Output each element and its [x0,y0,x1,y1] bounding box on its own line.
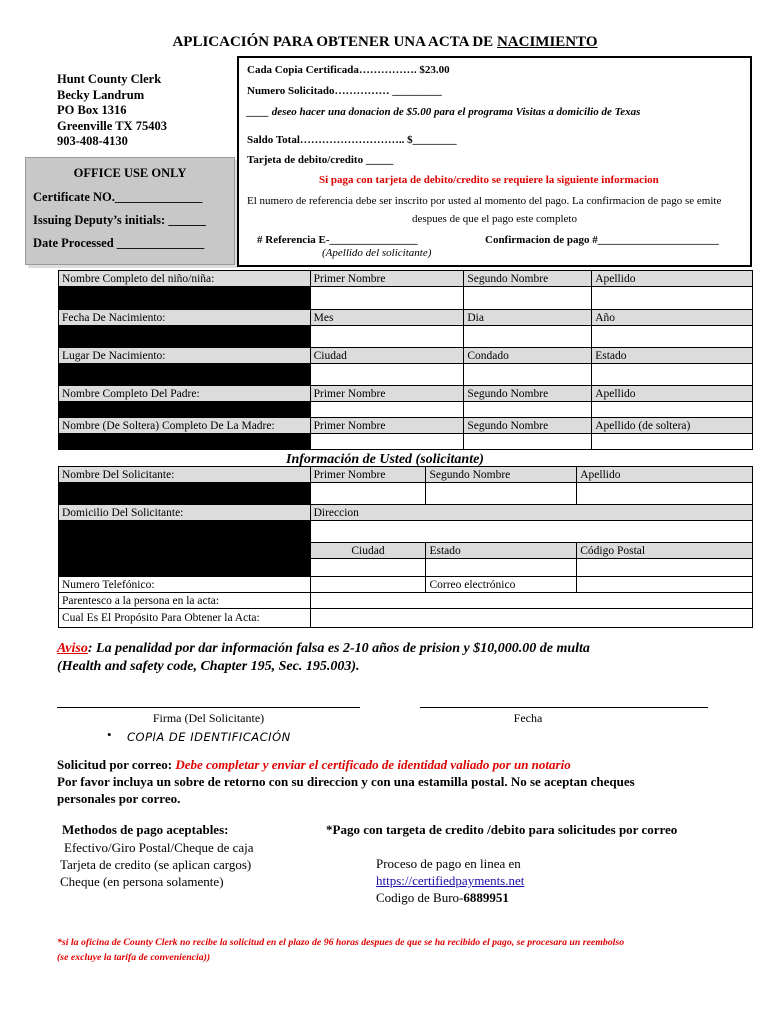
table-row [59,521,753,543]
input-cell[interactable] [464,364,592,386]
confirmation-field[interactable]: Confirmacion de pago #______________________ [485,234,719,246]
col-header: Direccion [310,505,752,521]
address-line: PO Box 1316 [57,103,127,117]
row-label: Fecha De Nacimiento: [59,310,311,326]
col-header: Estado [592,348,753,364]
copies-requested-field[interactable]: Numero Solicitado…………… _________ [247,85,442,97]
donation-option[interactable]: ____ deseo hacer una donacion de $5.00 para el programa Visitas a domicilio de Texas [247,106,641,118]
input-cell[interactable] [310,483,426,505]
buro-code: 6889951 [463,890,509,905]
col-header: Condado [464,348,592,364]
applicant-info-table [58,466,753,628]
row-label: Nombre (De Soltera) Completo De La Madre: [59,418,311,434]
input-cell[interactable] [310,326,464,348]
aviso-text-2: (Health and safety code, Chapter 195, Sec. 195.003). [57,659,360,674]
payment-method: Efectivo/Giro Postal/Cheque de caja [64,840,254,855]
reference-field[interactable]: # Referencia E-________________ [257,234,418,246]
col-header: Ciudad [310,348,464,364]
redacted-cell [59,402,311,418]
table-row [59,483,753,505]
input-cell[interactable] [310,609,752,628]
input-cell[interactable] [577,559,753,577]
redacted-cell [59,364,311,386]
input-cell[interactable] [310,364,464,386]
input-cell[interactable] [310,287,464,310]
col-header: Primer Nombre [310,271,464,287]
redacted-cell [59,521,311,577]
input-cell[interactable] [310,402,464,418]
table-row [59,271,753,287]
input-cell[interactable] [577,483,753,505]
row-label: Cual Es El Propósito Para Obtener la Acta: [59,609,311,628]
redacted-cell [59,483,311,505]
table-row [59,467,753,483]
card-mail-heading: *Pago con targeta de credito /debito para solicitudes por correo [326,822,678,837]
input-cell[interactable] [464,287,592,310]
table-row [59,577,753,593]
penalty-notice [57,640,737,676]
buro-label: Codigo de Buro- [376,890,464,905]
table-row [59,609,753,628]
reference-text-2: despues de que el pago este completo [412,213,577,225]
row-label: Parentesco a la persona en la acta: [59,593,311,609]
total-field[interactable]: Saldo Total……………………….. $________ [247,134,457,146]
row-label: Domicilio Del Solicitante: [59,505,311,521]
input-cell[interactable] [592,287,753,310]
input-cell[interactable] [310,521,752,543]
address-line: Hunt County Clerk [57,72,162,86]
payment-link[interactable]: https://certifiedpayments.net [376,873,525,888]
refund-footnote [57,935,757,965]
date-line[interactable] [420,707,708,708]
col-header: Apellido [577,467,753,483]
office-use-heading: OFFICE USE ONLY [73,166,187,180]
surname-note: (Apellido del solicitante) [322,247,432,259]
deputy-initials-field[interactable]: Issuing Deputy’s initials: ______ [33,213,206,227]
redacted-cell [59,287,311,310]
col-header: Estado [426,543,577,559]
page-title: APLICACIÓN PARA OBTENER UNA ACTA DE NACIMIENTO [172,34,598,50]
input-cell[interactable] [464,326,592,348]
footnote-line-2: (se excluye la tarifa de conveniencia)) [57,952,211,963]
signature-line[interactable] [57,707,360,708]
aviso-word: Aviso [57,641,88,656]
col-header: Segundo Nombre [464,271,592,287]
input-cell[interactable] [310,577,426,593]
redacted-cell [59,326,311,348]
col-header: Apellido [592,386,753,402]
input-cell[interactable] [426,483,577,505]
applicant-section-heading: Información de Usted (solicitante) [286,452,484,467]
col-header: Año [592,310,753,326]
col-header: Primer Nombre [310,386,464,402]
col-header: Primer Nombre [310,418,464,434]
reference-text: El numero de referencia debe ser inscrito por usted al momento del pago. La confirmacion de pago se emite [247,195,722,207]
certificate-number-field[interactable]: Certificate NO.______________ [33,190,203,204]
payment-methods-list [60,839,254,890]
bullet-icon: • [107,727,112,742]
office-use-box [25,157,235,265]
row-label: Numero Telefónico: [59,577,311,593]
aviso-text: : La penalidad por dar información falsa es 2-10 años de prision y $10,000.00 de multa [87,641,590,656]
row-label: Nombre Del Solicitante: [59,467,311,483]
input-cell[interactable] [592,364,753,386]
input-cell[interactable] [592,434,753,450]
mail-instructions [57,756,757,807]
card-option[interactable]: Tarjeta de debito/credito _____ [247,154,394,166]
address-line: Greenville TX 75403 [57,118,167,133]
online-payment [376,855,524,906]
col-header: Correo electrónico [426,577,577,593]
col-header: Primer Nombre [310,467,426,483]
col-header: Segundo Nombre [464,418,592,434]
payment-method: Tarjeta de credito (se aplican cargos) [60,857,252,872]
mail-notary-note: Debe completar y enviar el certificado de identidad valiado por un notario [175,757,571,772]
mail-line-3: personales por correo. [57,791,181,806]
input-cell[interactable] [310,559,426,577]
table-row [59,434,753,450]
clerk-address [57,72,167,150]
table-row [59,386,753,402]
input-cell[interactable] [577,577,753,593]
input-cell[interactable] [310,434,464,450]
signature-label: Firma (Del Solicitante) [152,711,265,725]
col-header: Dia [464,310,592,326]
col-header: Apellido (de soltera) [592,418,753,434]
input-cell[interactable] [310,593,752,609]
child-info-table [58,270,753,450]
copy-price: Cada Copia Certificada……………. $23.00 [247,64,450,76]
payment-method: Cheque (en persona solamente) [60,874,224,889]
col-header: Segundo Nombre [464,386,592,402]
table-row [59,287,753,310]
input-cell[interactable] [592,326,753,348]
date-label: Fecha [513,711,543,725]
online-payment-text: Proceso de pago en linea en [376,856,521,871]
table-row [59,505,753,521]
row-label: Nombre Completo Del Padre: [59,386,311,402]
table-row [59,326,753,348]
col-header: Apellido [592,271,753,287]
table-row [59,593,753,609]
col-header: Mes [310,310,464,326]
payment-methods-heading: Methodos de pago aceptables: [62,822,229,837]
address-line: 903-408-4130 [57,134,128,148]
row-label: Nombre Completo del niño/niña: [59,271,311,287]
table-row [59,418,753,434]
address-line: Becky Landrum [57,87,145,102]
input-cell[interactable] [464,434,592,450]
table-row [59,402,753,418]
card-notice: Si paga con tarjeta de debito/credito se requiere la siguiente informacion [319,174,659,186]
col-header: Segundo Nombre [426,467,577,483]
table-row [59,310,753,326]
input-cell[interactable] [426,559,577,577]
fee-box [237,56,752,267]
input-cell[interactable] [592,402,753,418]
date-processed-field[interactable]: Date Processed ______________ [33,236,205,250]
col-header: Código Postal [577,543,753,559]
table-row [59,364,753,386]
mail-label: Solicitud por correo: [57,757,176,772]
mail-line-2: Por favor incluya un sobre de retorno con su direccion y con una estamilla postal. No se aceptan cheques [57,774,635,789]
col-header: Ciudad [310,543,426,559]
row-label: Lugar De Nacimiento: [59,348,311,364]
id-copy-item: COPIA DE IDENTIFICACIÓN [127,730,291,744]
footnote-line-1: *si la oficina de County Clerk no recibe la solicitud en el plazo de 96 horas despues de que se ha recibido el pago, se procesara un reembolso [57,937,625,948]
table-row [59,348,753,364]
input-cell[interactable] [464,402,592,418]
redacted-cell [59,434,311,450]
